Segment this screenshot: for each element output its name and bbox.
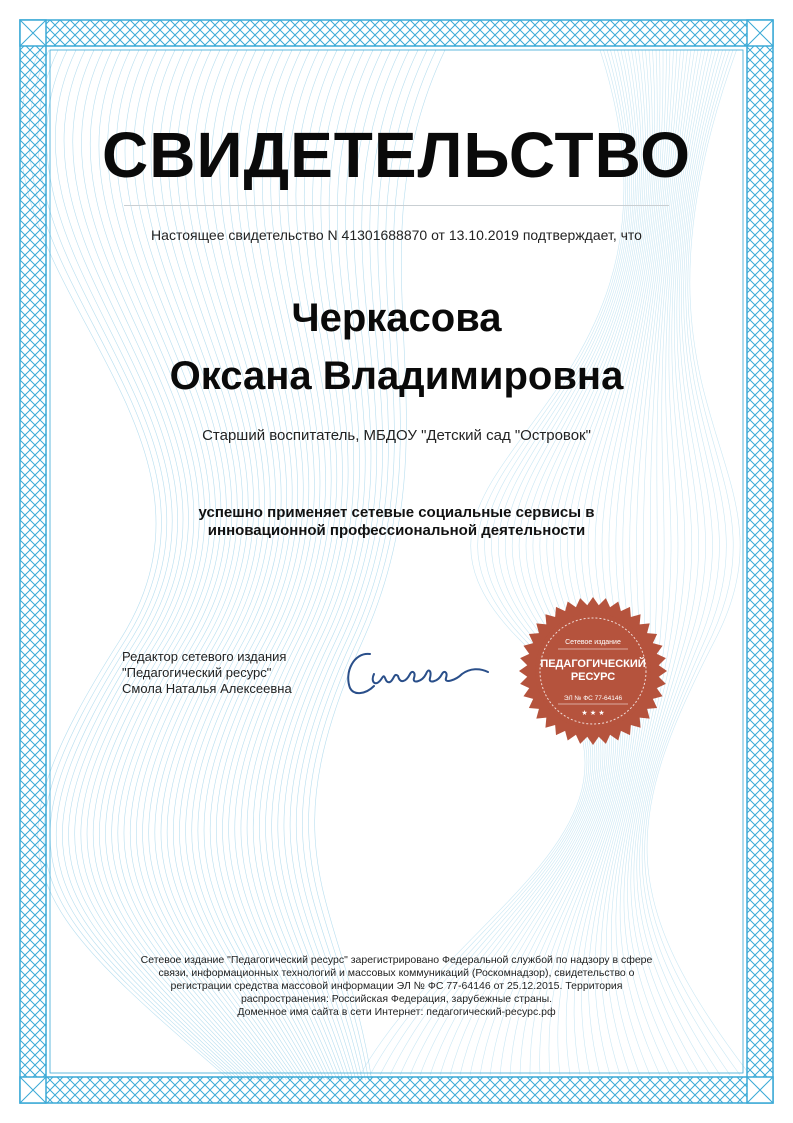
footer-line: связи, информационных технологий и массовых коммуникаций (Роскомнадзор), свидетельство о <box>158 967 635 979</box>
achievement-text <box>0 504 793 540</box>
achievement-line: инновационной профессиональной деятельности <box>207 522 586 539</box>
achievement-line: успешно применяет сетевые социальные сервисы в <box>198 504 595 521</box>
registration-footer <box>0 954 793 1019</box>
footer-line: регистрации средства массовой информации ЭЛ № ФС 77-64146 от 25.12.2015. Территория <box>170 980 623 992</box>
editor-title: Редактор сетевого издания <box>122 649 287 664</box>
publication-seal <box>518 596 668 746</box>
certificate-intro: Настоящее свидетельство N 41301688870 от 13.10.2019 подтверждает, что <box>151 227 642 243</box>
footer-line: Доменное имя сайта в сети Интернет: педагогический-ресурс.рф <box>237 1006 556 1018</box>
seal-name-line2: РЕСУРС <box>570 671 616 683</box>
recipient-first-middle-name: Оксана Владимировна <box>169 354 624 398</box>
footer-line: распространения: Российская Федерация, зарубежные страны. <box>240 993 553 1005</box>
seal-stars: ★ ★ ★ <box>581 709 605 717</box>
footer-line: Сетевое издание "Педагогический ресурс" зарегистрировано Федеральной службой по надзору в сфере <box>140 954 653 966</box>
seal-name-line1: ПЕДАГОГИЧЕСКИЙ <box>540 658 646 670</box>
certificate-title: СВИДЕТЕЛЬСТВО <box>102 119 691 191</box>
seal-top-text: Сетевое издание <box>565 639 621 646</box>
editor-block <box>122 649 292 697</box>
title-divider <box>124 205 669 206</box>
editor-publication: "Педагогический ресурс" <box>122 665 272 680</box>
seal-registration: ЭЛ № ФС 77-64146 <box>563 695 623 702</box>
editor-name: Смола Наталья Алексеевна <box>122 681 292 696</box>
recipient-last-name: Черкасова <box>291 296 502 340</box>
editor-signature <box>340 638 500 708</box>
recipient-position: Старший воспитатель, МБДОУ "Детский сад "Островок" <box>202 427 591 444</box>
